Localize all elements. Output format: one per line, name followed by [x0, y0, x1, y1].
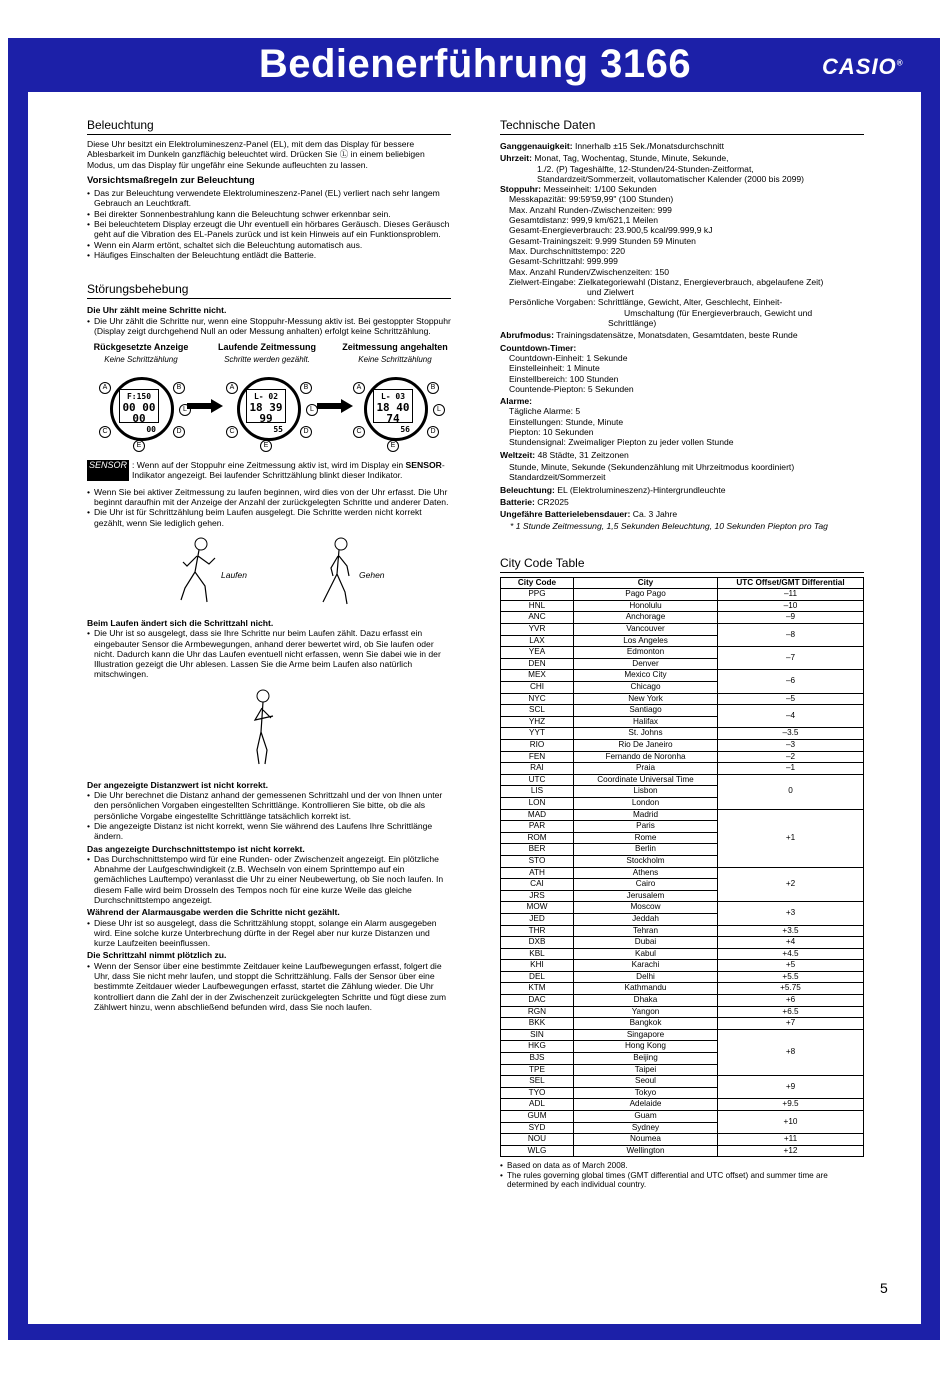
watch-sublabel: Keine Schrittzählung: [358, 355, 432, 365]
casio-logo: CASIO®: [822, 54, 904, 79]
spec-weltzeit: Weltzeit: 48 Städte, 31 Zeitzonen: [500, 449, 629, 460]
sensor-text: : Wenn auf der Stoppuhr eine Zeitmessung aktiv ist, wird im Display ein: [132, 460, 406, 471]
spec-abruf: Abrufmodus: Trainingsdatensätze, Monatsdaten, Gesamtdaten, beste Runde: [500, 330, 798, 341]
spec-line: Zielwert-Eingabe: Zielkategoriewahl (Distanz, Energieverbrauch, abgelaufene Zeit): [509, 276, 824, 287]
table-row: [501, 937, 864, 949]
table-row: [501, 589, 864, 601]
spec-line: Gesamt-Trainingszeit: 9.999 Stunden 59 Minuten: [509, 235, 696, 246]
button-l-icon: L: [306, 404, 318, 416]
question-6: Die Schrittzahl nimmt plötzlich zu.: [87, 950, 227, 961]
city-name-cell: Kabul: [574, 948, 718, 960]
list-item: • Bei direkter Sonnenbestrahlung kann die Beleuchtung schwer erkennbar sein.: [87, 209, 451, 219]
table-header: City Code: [501, 577, 574, 589]
button-d-icon: D: [173, 426, 185, 438]
city-name-cell: Wellington: [574, 1145, 718, 1157]
city-code-cell: YVR: [501, 624, 574, 636]
spec-gang: Ganggenauigkeit: Innerhalb ±15 Sek./Monatsdurchschnitt: [500, 141, 724, 151]
list-item: • Das zur Beleuchtung verwendete Elektrolumineszenz-Panel (EL) verliert nach sehr langem Gebrauch an Leuchtkraft.: [87, 188, 451, 209]
utc-offset-cell: –4: [718, 705, 864, 728]
city-name-cell: Yangon: [574, 1006, 718, 1018]
utc-offset-cell: –9: [718, 612, 864, 624]
city-name-cell: Honolulu: [574, 600, 718, 612]
city-code-cell: ANC: [501, 612, 574, 624]
city-code-cell: CHI: [501, 682, 574, 694]
watch-display: F:150 00 00 00 00: [119, 389, 159, 423]
city-name-cell: Karachi: [574, 960, 718, 972]
city-name-cell: Tokyo: [574, 1087, 718, 1099]
city-code-cell: RIO: [501, 740, 574, 752]
spec-line: Messkapazität: 99:59'59,99" (100 Stunden): [509, 194, 674, 205]
city-code-cell: NYC: [501, 693, 574, 705]
city-code-cell: YHZ: [501, 716, 574, 728]
city-code-cell: BJS: [501, 1053, 574, 1065]
city-name-cell: Halifax: [574, 716, 718, 728]
spec-beleuchtung: Beleuchtung: EL (Elektrolumineszenz)-Hintergrundleuchte: [500, 484, 726, 495]
table-row: [501, 902, 864, 914]
list-item: • Wenn Sie bei aktiver Zeitmessung zu laufen beginnen, wird dies von der Uhr erfasst. Die Uhr beginnt daraufhin mit der Anzeige der Anzahl der zurückgelegten Schritte und anderer Daten.: [87, 487, 451, 508]
table-row: [501, 600, 864, 612]
table-row: [501, 1018, 864, 1030]
table-header: City: [574, 577, 718, 589]
beleuchtung-intro: Diese Uhr besitzt ein Elektrolumineszenz-Panel (EL), mit dem das Display für bessere Ablesbarkeit im Dunkeln ganzflächig beleuchtet wird. Drücken Sie Ⓛ in einem beliebigen Modus, um das Display für ungefähr eine Sekunde aufleuchten zu lassen.: [87, 139, 425, 170]
utc-offset-cell: +3.5: [718, 925, 864, 937]
city-name-cell: Paris: [574, 821, 718, 833]
table-row: [501, 670, 864, 682]
sensor-bold: SENSOR: [405, 460, 442, 471]
list-item: • Based on data as of March 2008.: [500, 1161, 864, 1171]
city-code-cell: DXB: [501, 937, 574, 949]
utc-offset-cell: +8: [718, 1029, 864, 1075]
city-code-cell: PPG: [501, 589, 574, 601]
table-row: [501, 809, 864, 821]
city-name-cell: Noumea: [574, 1134, 718, 1146]
utc-offset-cell: +5.75: [718, 983, 864, 995]
utc-offset-cell: –3: [718, 740, 864, 752]
runner-reading-figure: [87, 680, 451, 780]
list-item: • Diese Uhr ist so ausgelegt, dass die Schrittzählung stoppt, solange ein Alarm ausgegeben wird. Eine solche kurze Unterbrechung dürfte in der Regel aber nur kurze Distanzen und kurze Laufzeiten beeinflussen.: [87, 918, 451, 949]
question-2: Beim Laufen ändert sich die Schrittzahl nicht.: [87, 617, 274, 628]
utc-offset-cell: –2: [718, 751, 864, 763]
utc-offset-cell: +5: [718, 960, 864, 972]
table-row: [501, 728, 864, 740]
table-row: [501, 693, 864, 705]
button-c-icon: C: [99, 426, 111, 438]
city-name-cell: New York: [574, 693, 718, 705]
watch-display: L- 03 18 40 74 56: [373, 389, 413, 423]
table-row: [501, 960, 864, 972]
city-name-cell: Delhi: [574, 971, 718, 983]
utc-offset-cell: –10: [718, 600, 864, 612]
spec-line: und Zielwert: [587, 287, 634, 298]
city-name-cell: Chicago: [574, 682, 718, 694]
watch-face: [102, 372, 187, 450]
city-code-cell: KBL: [501, 948, 574, 960]
button-a-icon: A: [99, 382, 111, 394]
city-code-cell: YYT: [501, 728, 574, 740]
city-name-cell: Jerusalem: [574, 890, 718, 902]
spec-stoppuhr: Stoppuhr: Messeinheit: 1/100 Sekunden: [500, 184, 657, 195]
city-code-cell: SCL: [501, 705, 574, 717]
city-name-cell: Kathmandu: [574, 983, 718, 995]
city-code-cell: TYO: [501, 1087, 574, 1099]
city-code-cell: LAX: [501, 635, 574, 647]
city-code-cell: WLG: [501, 1145, 574, 1157]
table-row: [501, 751, 864, 763]
utc-offset-cell: –6: [718, 670, 864, 693]
list-item: • Bei beleuchtetem Display erzeugt die Uhr eventuell ein hörbares Geräusch. Dieses Geräusch geht auf die Vibration des EL-Panels zurück und ist kein Hinweis auf ein Funktionsproblem.: [87, 219, 451, 240]
list-item: • Die Uhr ist für Schrittzählung beim Laufen ausgelegt. Die Schritte werden nicht korrekt gezählt, wenn Sie lediglich gehen.: [87, 507, 451, 528]
utc-offset-cell: –7: [718, 647, 864, 670]
spec-line: Piepton: 10 Sekunden: [509, 427, 594, 438]
utc-offset-cell: 0: [718, 774, 864, 809]
city-name-cell: Denver: [574, 658, 718, 670]
spec-line: Gesamt-Schrittzahl: 999.999: [509, 256, 618, 267]
utc-offset-cell: +1: [718, 809, 864, 867]
utc-offset-cell: +5.5: [718, 971, 864, 983]
city-notes: [500, 1161, 864, 1190]
city-code-cell: TPE: [501, 1064, 574, 1076]
watch-face: [356, 372, 441, 450]
city-code-cell: UTC: [501, 774, 574, 786]
spec-line: Max. Anzahl Runden/Zwischenzeiten: 150: [509, 266, 670, 277]
utc-offset-cell: +12: [718, 1145, 864, 1157]
city-name-cell: Fernando de Noronha: [574, 751, 718, 763]
city-name-cell: Lisbon: [574, 786, 718, 798]
table-row: [501, 1111, 864, 1123]
spec-line: Standardzeit/Sommerzeit, vollautomatischer Kalender (2000 bis 2099): [537, 173, 805, 184]
city-code-cell: DEN: [501, 658, 574, 670]
city-name-cell: Guam: [574, 1111, 718, 1123]
city-code-cell: DEL: [501, 971, 574, 983]
spec-line: Countdown-Einheit: 1 Sekunde: [509, 352, 628, 363]
city-name-cell: Anchorage: [574, 612, 718, 624]
fig-label-laufen: Laufen: [221, 569, 247, 580]
section-heading-city: City Code Table: [500, 556, 864, 573]
spec-line: Gesamt-Energieverbrauch: 23.900,5 kcal/99.999,9 kJ: [509, 225, 713, 236]
city-name-cell: Coordinate Universal Time: [574, 774, 718, 786]
city-code-cell: MAD: [501, 809, 574, 821]
table-row: [501, 925, 864, 937]
table-row: [501, 740, 864, 752]
spec-line: Stundensignal: Zweimaliger Piepton zu jeder vollen Stunde: [509, 437, 734, 448]
watch-face: [229, 372, 314, 450]
vorsicht-list: [87, 188, 451, 260]
table-row: [501, 1134, 864, 1146]
city-code-cell: SIN: [501, 1029, 574, 1041]
question-3: Der angezeigte Distanzwert ist nicht korrekt.: [87, 779, 268, 790]
left-column: [87, 118, 451, 1012]
spec-line: Einstelleinheit: 1 Minute: [509, 363, 600, 374]
button-e-icon: E: [133, 440, 145, 452]
utc-offset-cell: +2: [718, 867, 864, 902]
city-name-cell: Sydney: [574, 1122, 718, 1134]
utc-offset-cell: +3: [718, 902, 864, 925]
city-name-cell: Rio De Janeiro: [574, 740, 718, 752]
spec-uhrzeit: Uhrzeit: Monat, Tag, Wochentag, Stunde, Minute, Sekunde,: [500, 153, 729, 164]
right-column: [500, 118, 864, 1190]
list-item: • Die Uhr ist so ausgelegt, dass sie Ihre Schritte nur beim Laufen zählt. Dazu erfasst ein eingebauter Sensor die Armbewegungen, anhand derer bewertet wird, ob Sie laufen oder nicht. Dadurch kann die Uhr das Laufen eventuell nicht erfassen, wenn Sie dabei wie in der Illustration gezeigt die Uhr ablesen. Lassen Sie die Arme beim Laufen also natürlich mitschwingen.: [87, 628, 451, 679]
spec-line: Einstellbereich: 100 Stunden: [509, 373, 619, 384]
button-l-icon: L: [433, 404, 445, 416]
city-code-cell: KHI: [501, 960, 574, 972]
table-row: [501, 1006, 864, 1018]
table-header: UTC Offset/GMT Differential: [718, 577, 864, 589]
spec-batterie: Batterie: CR2025: [500, 496, 569, 507]
spec-countdown: Countdown-Timer:: [500, 342, 577, 353]
vorsicht-heading: Vorsichtsmaßregeln zur Beleuchtung: [87, 174, 255, 186]
spec-lebensdauer: Ungefähre Batterielebensdauer: Ca. 3 Jahre: [500, 509, 678, 520]
city-name-cell: Seoul: [574, 1076, 718, 1088]
utc-offset-cell: –11: [718, 589, 864, 601]
utc-offset-cell: –3.5: [718, 728, 864, 740]
city-code-cell: PAR: [501, 821, 574, 833]
button-a-icon: A: [353, 382, 365, 394]
watch-sublabel: Keine Schrittzählung: [104, 355, 178, 365]
city-name-cell: Dubai: [574, 937, 718, 949]
utc-offset-cell: –1: [718, 763, 864, 775]
city-code-cell: BER: [501, 844, 574, 856]
city-code-cell: HKG: [501, 1041, 574, 1053]
watch-display: L- 02 18 39 99 55: [246, 389, 286, 423]
city-code-cell: LIS: [501, 786, 574, 798]
city-name-cell: Beijing: [574, 1053, 718, 1065]
city-name-cell: Edmonton: [574, 647, 718, 659]
fig-label-gehen: Gehen: [359, 569, 385, 580]
city-name-cell: Los Angeles: [574, 635, 718, 647]
city-name-cell: Madrid: [574, 809, 718, 821]
table-row: [501, 763, 864, 775]
city-name-cell: Stockholm: [574, 855, 718, 867]
runner-icon: [179, 536, 219, 608]
table-row: [501, 1029, 864, 1041]
city-code-cell: RGN: [501, 1006, 574, 1018]
city-code-cell: NOU: [501, 1134, 574, 1146]
city-name-cell: London: [574, 797, 718, 809]
city-name-cell: Jeddah: [574, 913, 718, 925]
city-code-cell: JRS: [501, 890, 574, 902]
button-a-icon: A: [226, 382, 238, 394]
city-code-cell: BKK: [501, 1018, 574, 1030]
city-name-cell: Mexico City: [574, 670, 718, 682]
city-name-cell: Pago Pago: [574, 589, 718, 601]
runner-reading-watch-icon: [247, 688, 283, 768]
runner-figures: [87, 528, 451, 618]
button-d-icon: D: [427, 426, 439, 438]
arrow-right-icon: [317, 399, 353, 413]
city-code-cell: CAI: [501, 879, 574, 891]
button-b-icon: B: [300, 382, 312, 394]
table-row: [501, 948, 864, 960]
city-code-cell: GUM: [501, 1111, 574, 1123]
city-name-cell: Moscow: [574, 902, 718, 914]
watch-sublabel: Schritte werden gezählt.: [224, 355, 310, 365]
utc-offset-cell: +4: [718, 937, 864, 949]
table-row: [501, 1099, 864, 1111]
button-e-icon: E: [387, 440, 399, 452]
list-item: • Die Uhr berechnet die Distanz anhand der gemessenen Schrittzahl und der von Ihnen unter den persönlichen Vorgaben eingestellten Schrittlänge. Kontrollieren Sie bitte, ob die als persönliche Vorgabe eingestellte Schrittlänge tatsächlich korrekt ist.: [87, 790, 451, 821]
city-code-cell: YEA: [501, 647, 574, 659]
section-heading-tech: Technische Daten: [500, 118, 864, 135]
city-code-cell: MEX: [501, 670, 574, 682]
button-b-icon: B: [173, 382, 185, 394]
watch-label: Rückgesetzte Anzeige: [93, 342, 189, 353]
logo-text: CASIO: [822, 54, 897, 79]
city-code-cell: HNL: [501, 600, 574, 612]
table-row: [501, 867, 864, 879]
city-name-cell: Santiago: [574, 705, 718, 717]
list-item: • Das Durchschnittstempo wird für eine Runden- oder Zwischenzeit angezeigt. Ein plötzliche Abnahme der Laufgeschwindigkeit (z.B. Wechseln von einem Sprinttempo auf ein gemächliches Lauftempo) veranlasst die Uhr zu einer Neubewertung, ob Sie noch laufen. In diesem Falle wird beim Drosseln des Tempos noch für eine kurze Weile das gleiche Durchschnittstempo angezeigt.: [87, 854, 451, 905]
question-1: Die Uhr zählt meine Schritte nicht.: [87, 305, 227, 316]
city-name-cell: Adelaide: [574, 1099, 718, 1111]
button-l-icon: L: [179, 404, 191, 416]
utc-offset-cell: +11: [718, 1134, 864, 1146]
list-item: • Wenn der Sensor über eine bestimmte Zeitdauer keine Laufbewegungen erfasst, folgert die Uhr, dass Sie nicht mehr laufen, und stoppt die Schrittzählung. Falls der Sensor über eine bestimmte Zeitdauer wieder Laufbewegungen erfasst, startet die Zählung wieder. Die Uhr kontrolliert dann die Zahl der in der Zwischenzeit zurückgelegten Schritte und fügt diese zum Zählwert hinzu, wenn abschließend befunden wird, dass Sie noch laufen.: [87, 961, 451, 1012]
list-item: • Wenn ein Alarm ertönt, schaltet sich die Beleuchtung automatisch aus.: [87, 240, 451, 250]
table-row: [501, 705, 864, 717]
city-code-cell: ADL: [501, 1099, 574, 1111]
table-row: [501, 612, 864, 624]
city-code-cell: SEL: [501, 1076, 574, 1088]
city-name-cell: Vancouver: [574, 624, 718, 636]
city-code-cell: SYD: [501, 1122, 574, 1134]
spec-alarme: Alarme:: [500, 396, 532, 407]
button-c-icon: C: [226, 426, 238, 438]
section-heading-beleuchtung: Beleuchtung: [87, 118, 451, 135]
table-row: [501, 995, 864, 1007]
question-4: Das angezeigte Durchschnittstempo ist nicht korrekt.: [87, 843, 305, 854]
table-row: [501, 971, 864, 983]
city-code-cell: RAI: [501, 763, 574, 775]
table-row: [501, 624, 864, 636]
list-item: • Die angezeigte Distanz ist nicht korrekt, wenn Sie während des Laufens Ihre Schrittlänge ändern.: [87, 821, 451, 842]
sensor-text: -Indikator angezeigt. Bei laufender Schrittzählung blinkt dieser Indikator.: [132, 460, 445, 481]
spec-line: Countende-Piepton: 5 Sekunden: [509, 383, 634, 394]
section-heading-stoerung: Störungsbehebung: [87, 282, 451, 299]
spec-line: Umschaltung (für Energieverbrauch, Gewicht und: [624, 307, 813, 318]
city-code-cell: STO: [501, 855, 574, 867]
watch-label: Zeitmessung angehalten: [342, 342, 448, 353]
city-name-cell: Dhaka: [574, 995, 718, 1007]
spec-line: Max. Anzahl Runden-/Zwischenzeiten: 999: [509, 204, 672, 215]
sensor-indicator-icon: SENSOR: [87, 460, 129, 481]
table-row: [501, 647, 864, 659]
list-item: • Häufiges Einschalten der Beleuchtung entlädt die Batterie.: [87, 250, 451, 260]
city-name-cell: Cairo: [574, 879, 718, 891]
city-name-cell: St. Johns: [574, 728, 718, 740]
table-row: [501, 1076, 864, 1088]
utc-offset-cell: –8: [718, 624, 864, 647]
button-c-icon: C: [353, 426, 365, 438]
question-5: Während der Alarmausgabe werden die Schritte nicht gezählt.: [87, 907, 340, 918]
city-code-cell: JED: [501, 913, 574, 925]
arrow-right-icon: [187, 399, 223, 413]
utc-offset-cell: +4.5: [718, 948, 864, 960]
utc-offset-cell: +10: [718, 1111, 864, 1134]
utc-offset-cell: –5: [718, 693, 864, 705]
city-name-cell: Taipei: [574, 1064, 718, 1076]
spec-footnote: * 1 Stunde Zeitmessung, 1,5 Sekunden Beleuchtung, 10 Sekunden Piepton pro Tag: [510, 521, 828, 532]
list-item: • Die Uhr zählt die Schritte nur, wenn eine Stoppuhr-Messung aktiv ist. Bei gestoppter Stoppuhr (Display zeigt durchgehend Null an oder Messung anhalten) erfolgt keine Schrittzählung.: [87, 316, 451, 337]
spec-line: Gesamtdistanz: 999,9 km/621,1 Meilen: [509, 215, 659, 226]
city-code-cell: ATH: [501, 867, 574, 879]
city-code-cell: FEN: [501, 751, 574, 763]
table-row: [501, 983, 864, 995]
page-title: Bedienerführung 3166: [258, 42, 692, 86]
city-code-cell: THR: [501, 925, 574, 937]
city-name-cell: Athens: [574, 867, 718, 879]
city-code-table: [500, 577, 864, 1158]
city-code-cell: KTM: [501, 983, 574, 995]
button-d-icon: D: [300, 426, 312, 438]
sensor-note: [87, 460, 451, 481]
utc-offset-cell: +6: [718, 995, 864, 1007]
spec-line: Einstellungen: Stunde, Minute: [509, 416, 624, 427]
city-name-cell: Berlin: [574, 844, 718, 856]
table-row: [501, 774, 864, 786]
city-name-cell: Bangkok: [574, 1018, 718, 1030]
city-name-cell: Singapore: [574, 1029, 718, 1041]
utc-offset-cell: +6.5: [718, 1006, 864, 1018]
walker-icon: [317, 536, 357, 608]
table-row: [501, 1145, 864, 1157]
spec-line: 1./2. (P) Tageshälfte, 12-Stunden/24-Stunden-Zeitformat,: [537, 163, 754, 174]
watch-illustrations: [87, 342, 451, 454]
page-number: 5: [880, 1280, 888, 1296]
button-e-icon: E: [260, 440, 272, 452]
city-table-body: [501, 589, 864, 1157]
button-b-icon: B: [427, 382, 439, 394]
spec-line: Tägliche Alarme: 5: [509, 406, 581, 417]
city-code-cell: MOW: [501, 902, 574, 914]
city-code-cell: ROM: [501, 832, 574, 844]
utc-offset-cell: +9: [718, 1076, 864, 1099]
city-name-cell: Tehran: [574, 925, 718, 937]
spec-line: Standardzeit/Sommerzeit: [509, 472, 606, 483]
city-name-cell: Hong Kong: [574, 1041, 718, 1053]
city-name-cell: Praia: [574, 763, 718, 775]
utc-offset-cell: +7: [718, 1018, 864, 1030]
spec-line: Schrittlänge): [608, 318, 657, 329]
spec-line: Persönliche Vorgaben: Schrittlänge, Gewicht, Alter, Geschlecht, Einheit-: [509, 297, 783, 308]
city-code-cell: LON: [501, 797, 574, 809]
city-code-cell: DAC: [501, 995, 574, 1007]
spec-line: Max. Durchschnittstempo: 220: [509, 245, 626, 256]
watch-label: Laufende Zeitmessung: [217, 342, 316, 353]
spec-line: Stunde, Minute, Sekunde (Sekundenzählung mit Uhrzeitmodus koordiniert): [509, 461, 795, 472]
list-item: • The rules governing global times (GMT differential and UTC offset) and summer time are determined by each individual country.: [500, 1171, 864, 1190]
city-name-cell: Rome: [574, 832, 718, 844]
utc-offset-cell: +9.5: [718, 1099, 864, 1111]
